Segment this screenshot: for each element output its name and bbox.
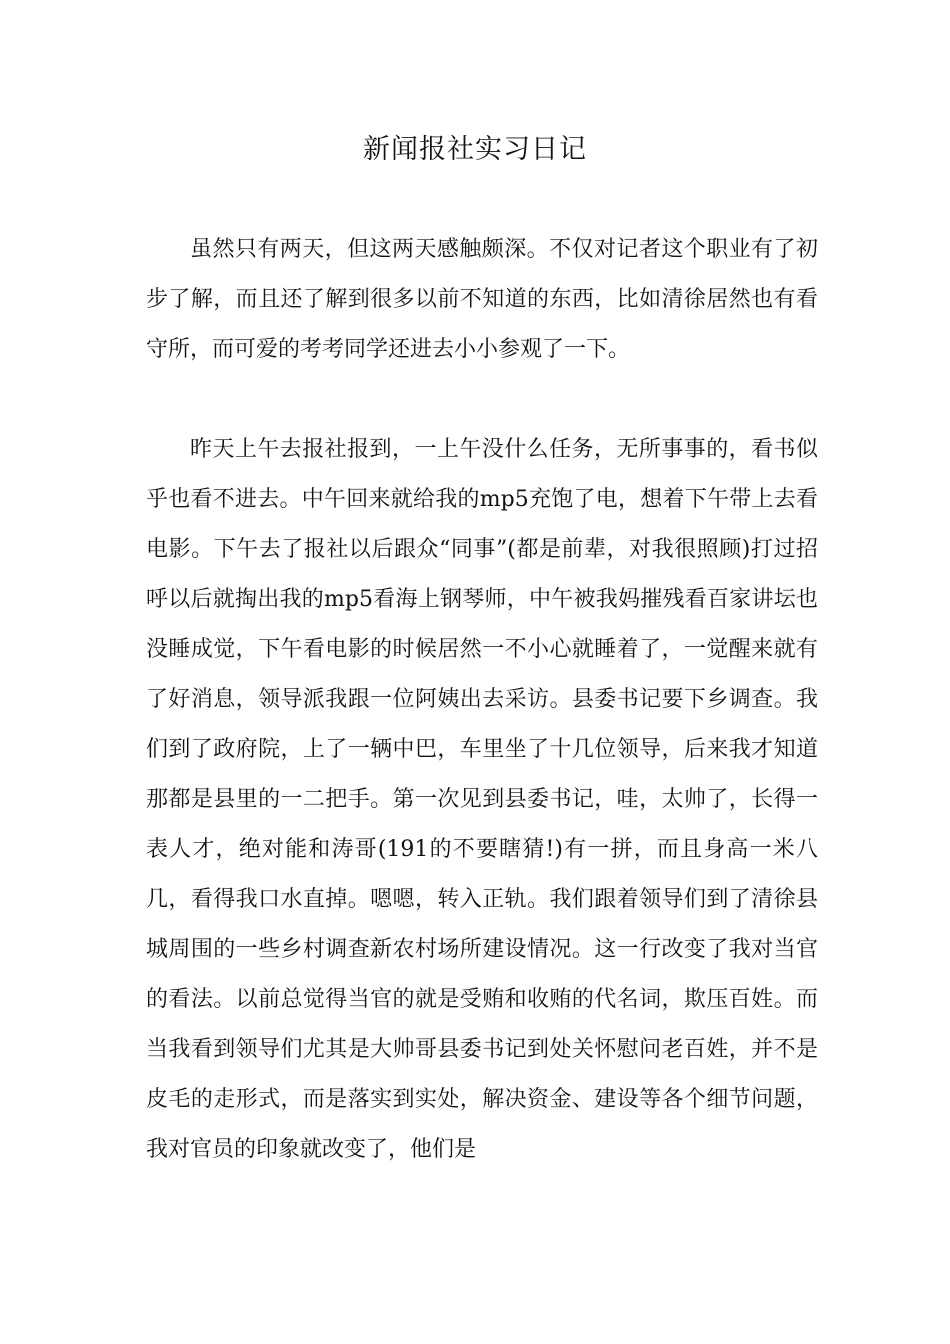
paragraph-1: 虽然只有两天，但这两天感触颇深。不仅对记者这个职业有了初步了解，而且还了解到很多以前不知道的东西，比如清徐居然也有看守所，而可爱的考考同学还进去小小参观了一下。	[146, 237, 818, 362]
document-title: 新闻报社实习日记	[363, 134, 587, 165]
paragraph-2: 昨天上午去报社报到，一上午没什么任务，无所事事的，看书似乎也看不进去。中午回来就给我的mp5充饱了电，想着下午带上去看电影。下午去了报社以后跟众“同事”(都是前辈，对我很照顾)打过招呼以后就掏出我的mp5看海上钢琴师，中午被我妈摧残看百家讲坛也没睡成觉，下午看电影的时候居然一不小心就睡着了，一觉醒来就有了好消息，领导派我跟一位阿姨出去采访。县委书记要下乡调查。我们到了政府院，上了一辆中巴，车里坐了十几位领导，后来我才知道那都是县里的一二把手。第一次见到县委书记，哇，太帅了，长得一表人才，绝对能和涛哥(191的不要瞎猜!)有一拼，而且身高一米八几，看得我口水直掉。嗯嗯，转入正轨。我们跟着领导们到了清徐县城周围的一些乡村调查新农村场所建设情况。这一行改变了我对当官的看法。以前总觉得当官的就是受贿和收贿的代名词，欺压百姓。而当我看到领导们尤其是大帅哥县委书记到处关怀慰问老百姓，并不是皮毛的走形式，而是落实到实处，解决资金、建设等各个细节问题，我对官员的印象就改变了，他们是	[146, 437, 818, 1162]
